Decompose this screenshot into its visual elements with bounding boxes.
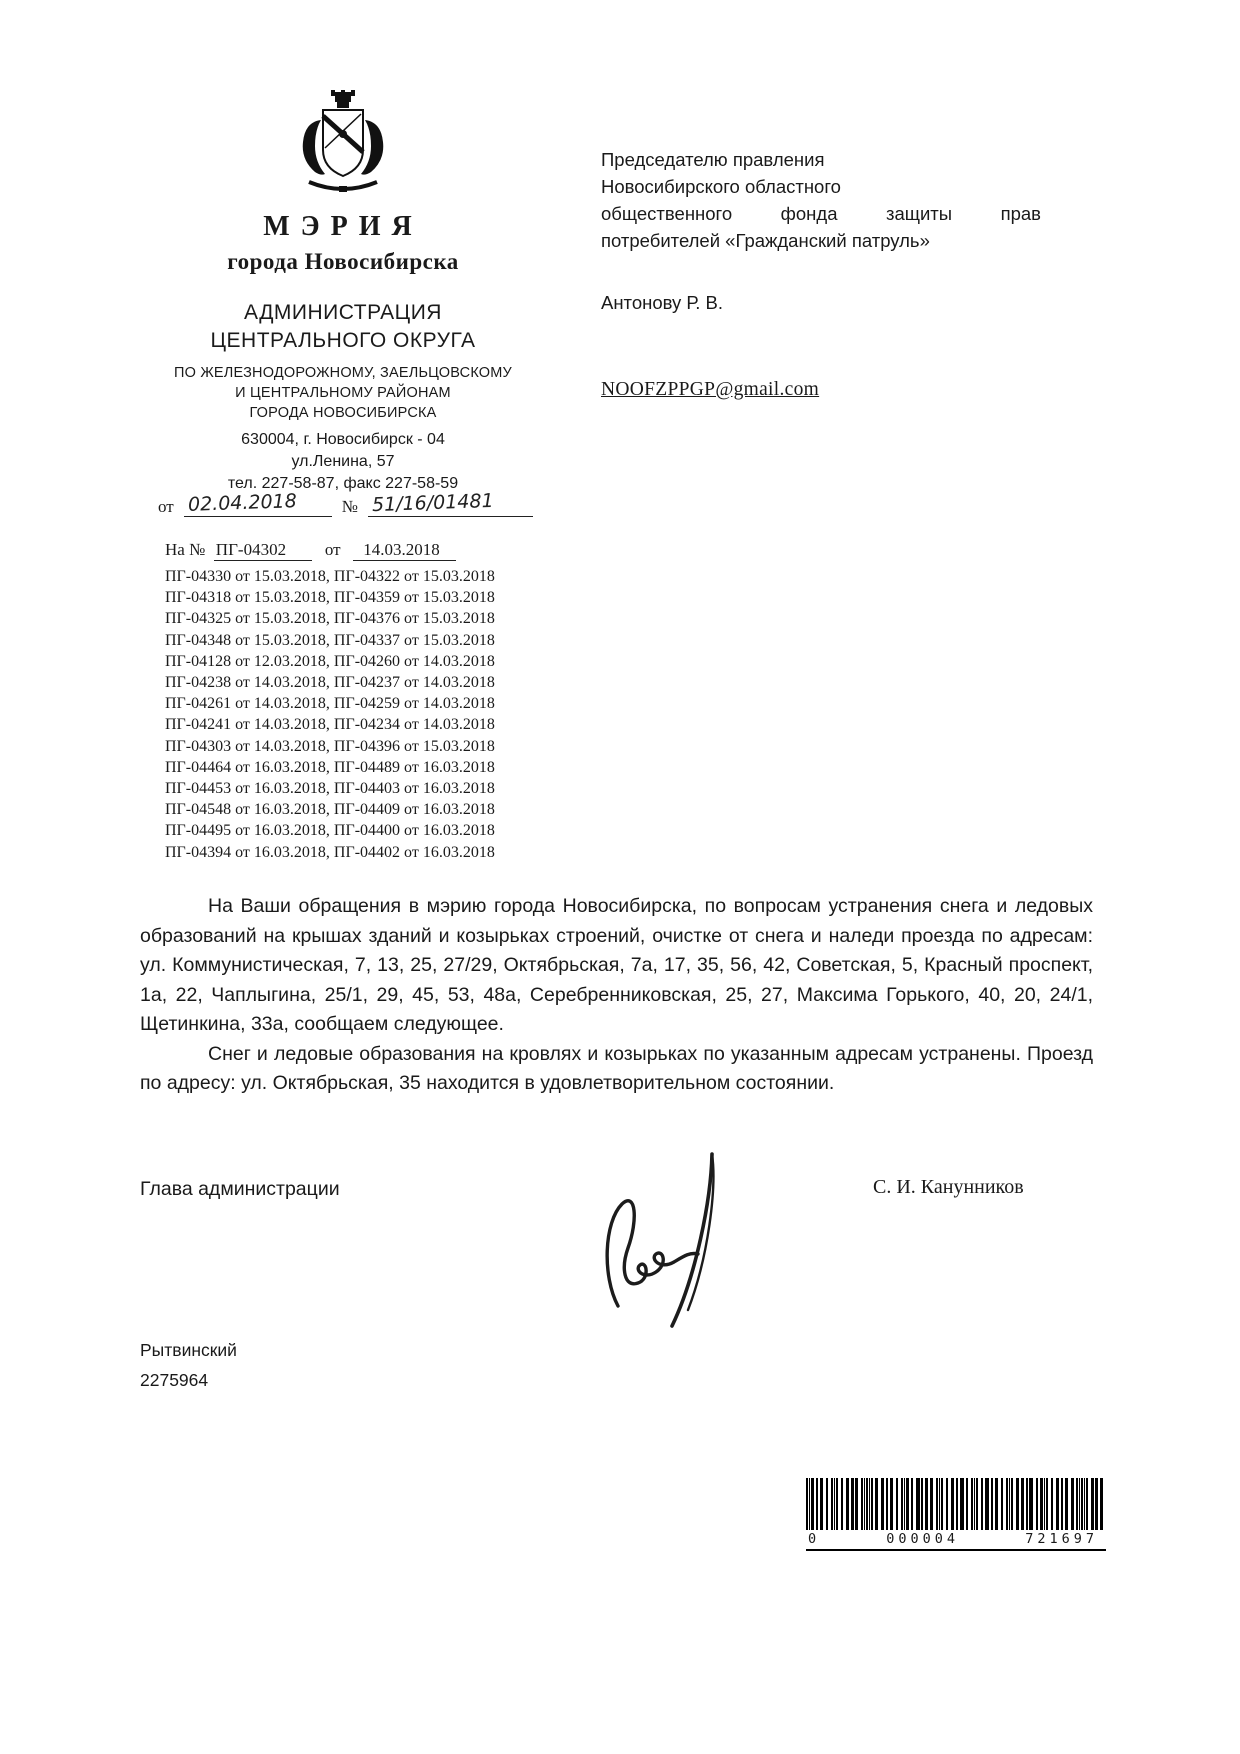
recipient-email: NOOFZPPGP@gmail.com [601,379,820,400]
ref-no-label: № [341,497,358,516]
list-item: ПГ-04241 от 14.03.2018, ПГ-04234 от 14.03.2018 [165,716,495,734]
ref-number-line [368,489,533,517]
body-paragraph-2: Снег и ледовые образования на кровлях и козырьках по указанным адресам устранены. Проезд по адресу: ул. Октябрьская, 35 находится в удовлетворительном состоянии. [140,1042,1093,1094]
reply-number: ПГ-04302 [214,540,312,561]
list-item: ПГ-04318 от 15.03.2018, ПГ-04359 от 15.03.2018 [165,589,495,607]
recipient-line: общественного фонда защиты прав [601,203,1041,224]
reply-label: На № [165,540,206,559]
recipient-line: Новосибирского областного [601,176,841,197]
phone-fax-line: тел. 227-58-87, факс 227-58-59 [227,475,459,492]
signature-ink [580,1148,770,1338]
list-item: ПГ-04303 от 14.03.2018, ПГ-04396 от 15.03.2018 [165,737,495,755]
barcode-bars [806,1478,1106,1530]
incoming-refs-list [165,566,585,863]
signer-name: С. И. Канунников [873,1176,1024,1198]
reply-ref-row [165,540,456,560]
list-item: ПГ-04261 от 14.03.2018, ПГ-04259 от 14.03.2018 [165,695,495,713]
list-item: ПГ-04330 от 15.03.2018, ПГ-04322 от 15.03.2018 [165,568,495,585]
executor-phone: 2275964 [140,1370,209,1390]
org-title: МЭРИЯ [263,211,423,242]
dept-sub-3: ГОРОДА НОВОСИБИРСКА [249,405,437,421]
reply-date: 14.03.2018 [353,540,456,561]
list-item: ПГ-04348 от 15.03.2018, ПГ-04337 от 15.03.2018 [165,631,495,649]
barcode-digit-left: 0 [808,1531,821,1547]
handwritten-date: 02.04.2018 [187,490,297,516]
barcode-digits-right: 721697 [1025,1531,1098,1547]
letterhead [128,90,558,493]
dept-line-2: ЦЕНТРАЛЬНОГО ОКРУГА [210,329,476,352]
recipient-name: Антонову Р. В. [601,292,724,313]
letter-body [140,892,1093,1099]
reply-ot-label: от [324,540,341,559]
ref-date-line [184,492,332,517]
body-paragraph-1: На Ваши обращения в мэрию города Новосибирска, по вопросам устранения снега и ледовых образований на крышах зданий и козырьках строений, очистке от снега и наледи проезда по адресам: ул. Коммунистическая, 7, 13, 25, 27/29, Октябрьская, 7а, 17, 35, 56, 42, Советская, 5, Красный проспект, 1а, 22, Чаплыгина, 25/1, 29, 45, 53, 48а, Серебренниковская, 25, 27, Максима Горького, 40, 20, 24/1, Щетинкина, 33а, сообщаем следующее. [140,895,1093,1035]
list-item: ПГ-04394 от 16.03.2018, ПГ-04402 от 16.03.2018 [165,843,495,861]
list-item: ПГ-04464 от 16.03.2018, ПГ-04489 от 16.03.2018 [165,758,495,776]
dept-sub-1: ПО ЖЕЛЕЗНОДОРОЖНОМУ, ЗАЕЛЬЦОВСКОМУ [174,365,512,381]
dept-sub-2: И ЦЕНТРАЛЬНОМУ РАЙОНАМ [235,385,451,401]
list-item: ПГ-04238 от 14.03.2018, ПГ-04237 от 14.03.2018 [165,674,495,692]
dept-line-1: АДМИНИСТРАЦИЯ [244,301,442,324]
list-item: ПГ-04548 от 16.03.2018, ПГ-04409 от 16.03.2018 [165,801,495,819]
list-item: ПГ-04325 от 15.03.2018, ПГ-04376 от 15.03.2018 [165,610,495,628]
coat-of-arms-icon [295,90,391,199]
org-subtitle: города Новосибирска [227,249,459,274]
ref-from-label: от [158,497,174,516]
outgoing-ref-row [158,489,543,517]
barcode-digits-mid: 000004 [886,1531,960,1547]
list-item: ПГ-04453 от 16.03.2018, ПГ-04403 от 16.03.2018 [165,780,495,798]
address-line-2: ул.Ленина, 57 [291,453,395,470]
address-line-1: 630004, г. Новосибирск - 04 [241,431,445,448]
barcode-baseline [806,1549,1106,1551]
executor-name: Рытвинский [140,1340,237,1360]
list-item: ПГ-04128 от 12.03.2018, ПГ-04260 от 14.03.2018 [165,652,495,670]
recipient-line: Председателю правления [601,149,825,170]
handwritten-number: 51/16/01481 [371,489,494,517]
signer-title: Глава администрации [140,1178,340,1200]
recipient-line: потребителей «Гражданский патруль» [601,230,930,251]
barcode-numbers [806,1530,1106,1549]
list-item: ПГ-04495 от 16.03.2018, ПГ-04400 от 16.03.2018 [165,822,495,840]
document-barcode [806,1478,1106,1551]
recipient-block [601,146,1041,254]
